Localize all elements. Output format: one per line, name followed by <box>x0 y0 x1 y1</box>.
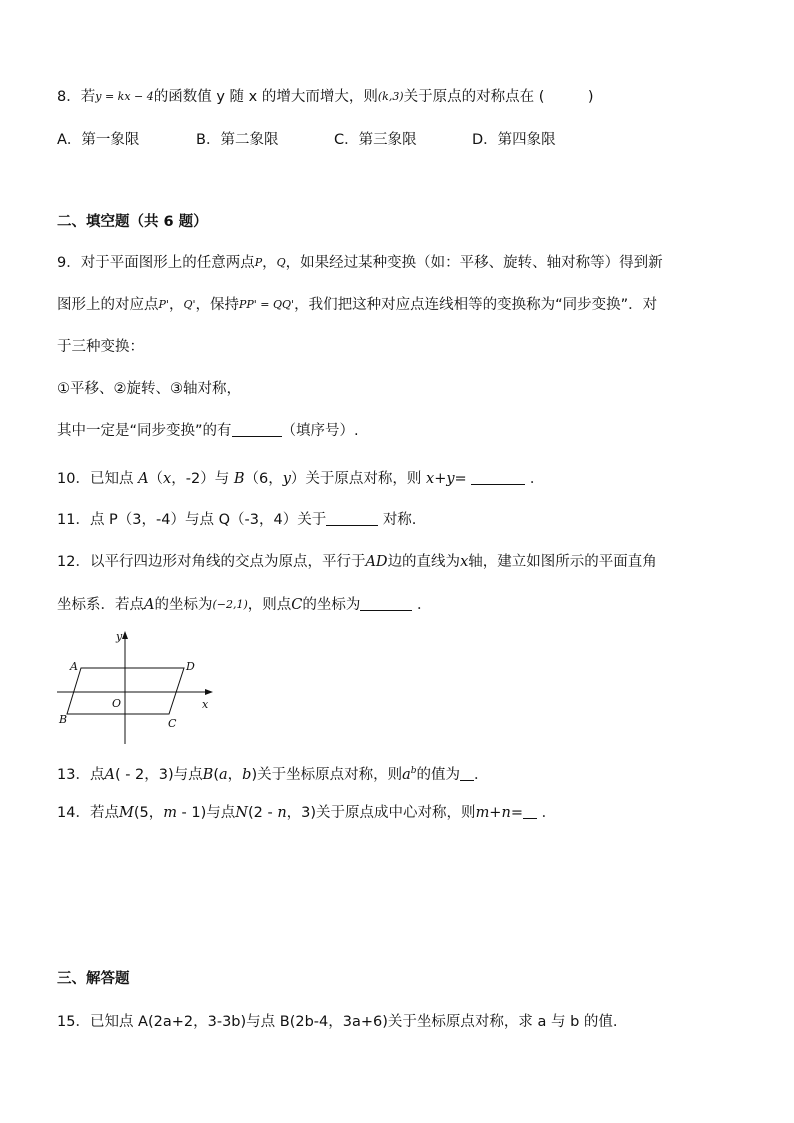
parallelogram-figure <box>55 628 220 746</box>
q8-equation: y = kx − 4 <box>95 90 154 103</box>
section-3-title: 三、解答题 <box>57 971 130 987</box>
vertex-b-label: B <box>59 713 68 726</box>
q12-answer-blank[interactable] <box>360 596 412 611</box>
question-14: 14．若点M(5，m - 1)与点N(2 - n，3)关于原点成中心对称，则m+n= ． <box>57 805 557 821</box>
q12-line-1: 12．以平行四边形对角线的交点为原点，平行于AD边的直线为x轴，建立如图所示的平面直角 <box>57 554 657 570</box>
q9-line-2: 图形上的对应点P'，Q'，保持PP' = QQ'，我们把这种对应点连线相等的变换称为“同步变换”．对 <box>57 297 658 313</box>
x-axis-label: x <box>202 698 209 711</box>
q12-line-2: 坐标系．若点A的坐标为(−2,1)，则点C的坐标为 ． <box>57 597 432 613</box>
q13-answer-blank[interactable] <box>460 766 474 781</box>
option-d[interactable]: D．第四象限 <box>472 132 556 148</box>
q8-point: (k,3) <box>377 90 404 103</box>
q9-answer-blank[interactable] <box>232 422 282 437</box>
y-axis-label: y <box>116 630 123 643</box>
origin-label: O <box>112 697 122 710</box>
q11-answer-blank[interactable] <box>326 511 378 526</box>
y-axis-arrow <box>122 631 128 639</box>
q8-options <box>57 130 757 150</box>
q9-line-4: ①平移、②旋转、③轴对称， <box>57 381 241 397</box>
vertex-d-label: D <box>186 660 195 673</box>
option-b[interactable]: B．第二象限 <box>196 132 279 148</box>
q9-line-5: 其中一定是“同步变换”的有 （填序号）. <box>57 423 359 439</box>
option-a[interactable]: A．第一象限 <box>57 132 140 148</box>
question-8: 8．若y = kx − 4的函数值 y 随 x 的增大而增大，则(k,3)关于原点的对称点在 ( ) <box>57 89 594 105</box>
question-10: 10．已知点 A（x，-2）与 B（6，y）关于原点对称，则 x+y= ． <box>57 471 545 487</box>
q10-answer-blank[interactable] <box>471 470 525 485</box>
vertex-c-label: C <box>168 717 177 730</box>
option-c[interactable]: C．第三象限 <box>334 132 417 148</box>
vertex-a-label: A <box>70 660 78 673</box>
section-2-title: 二、填空题（共 6 题） <box>57 214 208 230</box>
question-13: 13．点A( - 2，3)与点B(a，b)关于坐标原点对称，则$a^b$的值为 ． <box>57 766 489 783</box>
question-15: 15．已知点 A(2a+2，3-3b)与点 B(2b-4，3a+6)关于坐标原点对称，求 a 与 b 的值. <box>57 1014 618 1030</box>
question-11: 11．点 P（3，-4）与点 Q（-3，4）关于 对称. <box>57 512 417 528</box>
q9-line-3: 于三种变换： <box>57 339 144 355</box>
x-axis-arrow <box>205 689 213 695</box>
q14-answer-blank[interactable] <box>523 804 537 819</box>
q9-line-1: 9．对于平面图形上的任意两点P，Q，如果经过某种变换（如：平移、旋转、轴对称等）得到新 <box>57 255 663 271</box>
